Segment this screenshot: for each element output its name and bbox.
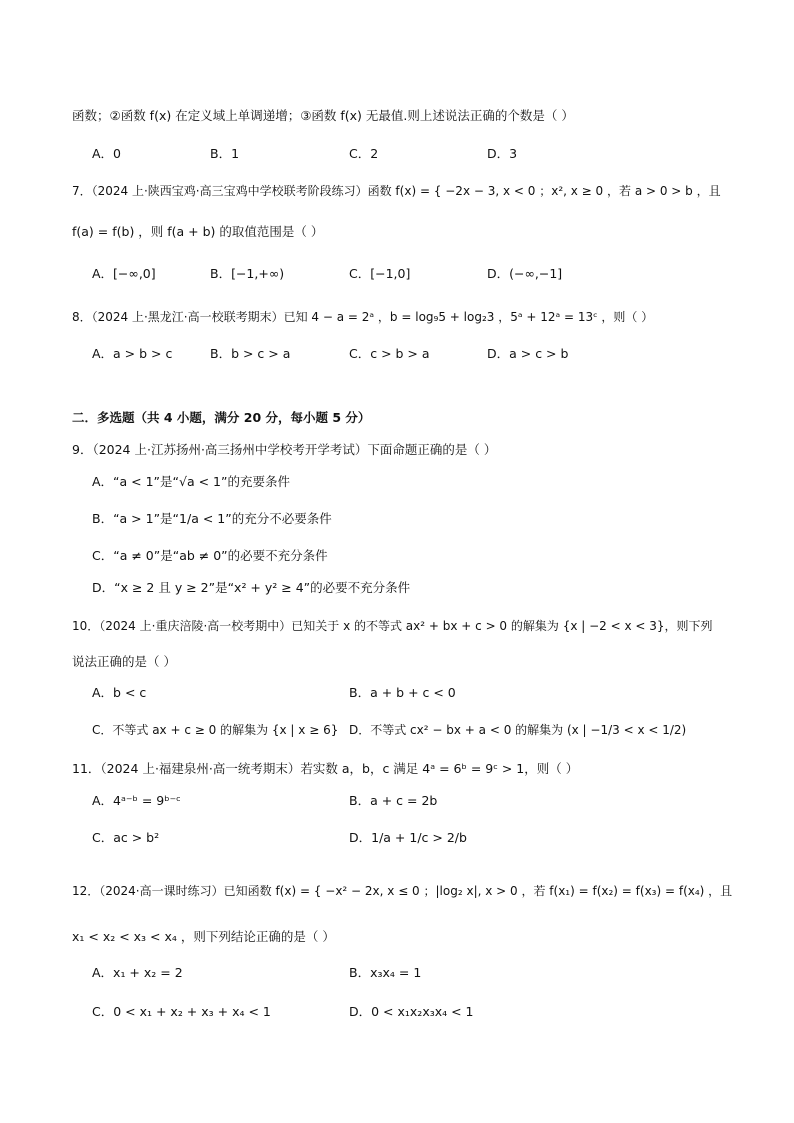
q9-option-d: D．“x ≥ 2 且 y ≥ 2”是“x² + y² ≥ 4”的必要不充分条件 [92,580,411,595]
q8-option-a: A．a > b > c [92,346,173,361]
q12-stem-line1: 12．（2024·高一课时练习）已知函数 f(x) = { −x² − 2x, x ≤ 0 ；|log₂ x|, x > 0 ，若 f(x₁) = f(x₂) = f(x₃) = f(x₄) ，且 [72,884,733,898]
q7-option-b: B．[−1,+∞) [210,266,285,281]
q6-option-c: C．2 [349,146,379,161]
q9-stem: 9．（2024 上·江苏扬州·高三扬州中学校考开学考试）下面命题正确的是（ ） [72,442,497,457]
q6-option-d: D．3 [487,146,518,161]
q8-option-c: C．c > b > a [349,346,430,361]
q11-option-b: B．a + c = 2b [349,793,438,808]
q10-stem-line1: 10．（2024 上·重庆涪陵·高一校考期中）已知关于 x 的不等式 ax² + bx + c > 0 的解集为 {x | −2 < x < 3}，则下列 [72,619,713,633]
q8-option-b: B．b > c > a [210,346,291,361]
q6-option-b: B．1 [210,146,240,161]
q9-option-c: C．“a ≠ 0”是“ab ≠ 0”的必要不充分条件 [92,548,328,563]
q12-option-d: D．0 < x₁x₂x₃x₄ < 1 [349,1004,474,1019]
q11-stem: 11．（2024 上·福建泉州·高一统考期末）若实数 a，b，c 满足 4ᵃ = 6ᵇ = 9ᶜ > 1，则（ ） [72,761,579,776]
q11-option-d: D．1/a + 1/c > 2/b [349,830,467,845]
q9-option-a: A．“a < 1”是“√a < 1”的充要条件 [92,474,290,489]
q7-option-d: D．(−∞,−1] [487,266,563,281]
q8-stem: 8．（2024 上·黑龙江·高一校联考期末）已知 4 − a = 2ᵃ ，b = log₉5 + log₂3 ，5ᵃ + 12ᵃ = 13ᶜ ，则（ ） [72,310,654,324]
q7-stem-line1: 7．（2024 上·陕西宝鸡·高三宝鸡中学校联考阶段练习）函数 f(x) = { −2x − 3, x < 0 ；x², x ≥ 0 ，若 a > 0 > b ，且 [72,184,721,198]
section-heading: 二．多选题（共 4 小题，满分 20 分，每小题 5 分） [72,410,371,425]
q10-option-c: C．不等式 ax + c ≥ 0 的解集为 {x | x ≥ 6} [92,723,339,737]
q6-stem-tail: 函数；②函数 f(x) 在定义域上单调递增；③函数 f(x) 无最值.则上述说法正确的个数是（ ） [72,108,574,123]
q12-option-b: B．x₃x₄ = 1 [349,965,422,980]
q10-stem-line2: 说法正确的是（ ） [72,654,176,669]
q8-option-d: D．a > c > b [487,346,569,361]
q11-option-c: C．ac > b² [92,830,160,845]
q7-option-a: A．[−∞,0] [92,266,156,281]
q10-option-a: A．b < c [92,685,147,700]
q12-option-c: C．0 < x₁ + x₂ + x₃ + x₄ < 1 [92,1004,271,1019]
q7-stem-line2: f(a) = f(b) ，则 f(a + b) 的取值范围是（ ） [72,224,324,239]
q10-option-b: B．a + b + c < 0 [349,685,456,700]
q9-option-b: B．“a > 1”是“1/a < 1”的充分不必要条件 [92,511,332,526]
q11-option-a: A．4ᵃ⁻ᵇ = 9ᵇ⁻ᶜ [92,793,181,808]
q12-stem-line2: x₁ < x₂ < x₃ < x₄ ，则下列结论正确的是（ ） [72,929,335,944]
q10-option-d: D．不等式 cx² − bx + a < 0 的解集为 (x | −1/3 < x < 1/2) [349,723,687,737]
q7-option-c: C．[−1,0] [349,266,411,281]
q6-option-a: A．0 [92,146,122,161]
q12-option-a: A．x₁ + x₂ = 2 [92,965,183,980]
